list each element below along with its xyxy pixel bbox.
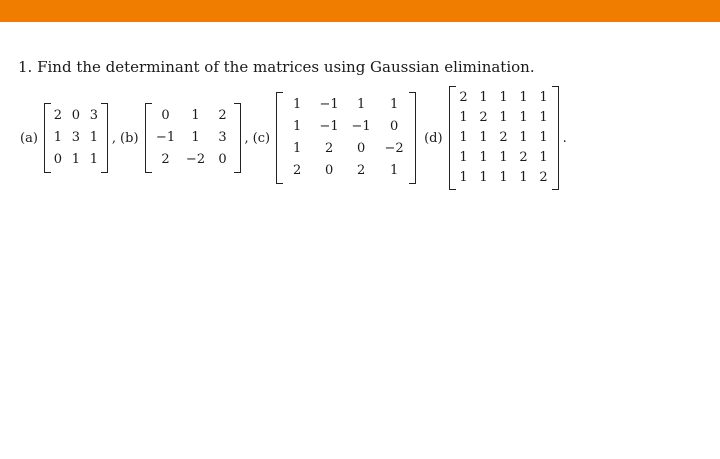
- matrix-cell: 1: [191, 108, 200, 123]
- matrix-cell: 2: [53, 108, 63, 123]
- matrix-cell: −1: [319, 119, 339, 134]
- matrix-cell: 1: [519, 130, 528, 145]
- problem-title: 1. Find the determinant of the matrices using Gaussian elimination.: [18, 58, 535, 76]
- matrix-cell: 2: [292, 163, 302, 178]
- matrix-cell: 1: [479, 150, 488, 165]
- matrix-cell: 1: [519, 170, 528, 185]
- matrix-cell: −1: [351, 119, 371, 134]
- matrix-cell: 2: [519, 150, 528, 165]
- matrix-cell: 0: [53, 152, 63, 167]
- matrix-cell: 2: [324, 141, 334, 156]
- matrix-cell: 1: [479, 170, 488, 185]
- matrix-cell: 1: [292, 97, 302, 112]
- matrix-cell: −2: [384, 141, 404, 156]
- matrix-cell: 1: [71, 152, 81, 167]
- matrix-cell: 1: [89, 130, 99, 145]
- matrix-cell: 1: [479, 130, 488, 145]
- matrix-cell: 1: [459, 130, 468, 145]
- matrix-cell: 1: [191, 130, 200, 145]
- separator-b: ,: [244, 130, 249, 146]
- matrix-cell: 1: [459, 170, 468, 185]
- matrix-cell: 2: [218, 108, 227, 123]
- matrix-cell: 0: [218, 152, 227, 167]
- matrix-cell: 1: [89, 152, 99, 167]
- matrix-cell: 0: [71, 108, 81, 123]
- matrix-cell: 1: [499, 150, 508, 165]
- matrix-cell: 2: [459, 90, 468, 105]
- matrix-cell: 1: [519, 90, 528, 105]
- matrix-cell: 3: [218, 130, 227, 145]
- matrix-cell: 1: [539, 90, 548, 105]
- matrix-cell: 2: [161, 152, 170, 167]
- separator-a: ,: [111, 130, 117, 146]
- matrix-cell: 1: [499, 90, 508, 105]
- matrix-cell: 1: [292, 119, 302, 134]
- matrix-cell: 1: [539, 110, 548, 125]
- matrix-d: [449, 86, 559, 190]
- part-label-c: (c): [252, 130, 271, 146]
- matrix-cell: 2: [539, 170, 548, 185]
- separator-d: .: [562, 130, 567, 146]
- matrix-cell: 0: [389, 119, 399, 134]
- matrices-row: [20, 82, 710, 194]
- part-label-d: (d): [424, 130, 443, 146]
- matrix-cell: −1: [155, 130, 176, 145]
- matrix-cell: 1: [539, 150, 548, 165]
- matrix-cell: 2: [499, 130, 508, 145]
- matrix-cell: 0: [356, 141, 366, 156]
- part-label-b: (b): [120, 130, 139, 146]
- matrix-cell: 1: [356, 97, 366, 112]
- matrix-cell: 0: [161, 108, 170, 123]
- matrix-cell: 1: [499, 110, 508, 125]
- matrix-cell: 1: [459, 110, 468, 125]
- matrix-cell: 1: [292, 141, 302, 156]
- part-label-a: (a): [20, 130, 38, 146]
- matrix-cell: 1: [499, 170, 508, 185]
- header-bar: [0, 0, 720, 22]
- matrix-cell: 1: [519, 110, 528, 125]
- matrix-cell: 1: [53, 130, 63, 145]
- matrix-cell: 1: [539, 130, 548, 145]
- matrix-b: [145, 103, 241, 173]
- matrix-cell: 1: [389, 163, 399, 178]
- matrix-cell: 2: [479, 110, 488, 125]
- matrix-c: [276, 92, 416, 184]
- matrix-cell: 1: [479, 90, 488, 105]
- matrix-cell: −2: [185, 152, 206, 167]
- matrix-cell: 3: [71, 130, 81, 145]
- matrix-cell: 3: [89, 108, 99, 123]
- matrix-cell: −1: [319, 97, 339, 112]
- matrix-cell: 1: [459, 150, 468, 165]
- matrix-cell: 1: [389, 97, 399, 112]
- matrix-cell: 2: [356, 163, 366, 178]
- matrix-a: [44, 103, 108, 173]
- matrix-cell: 0: [324, 163, 334, 178]
